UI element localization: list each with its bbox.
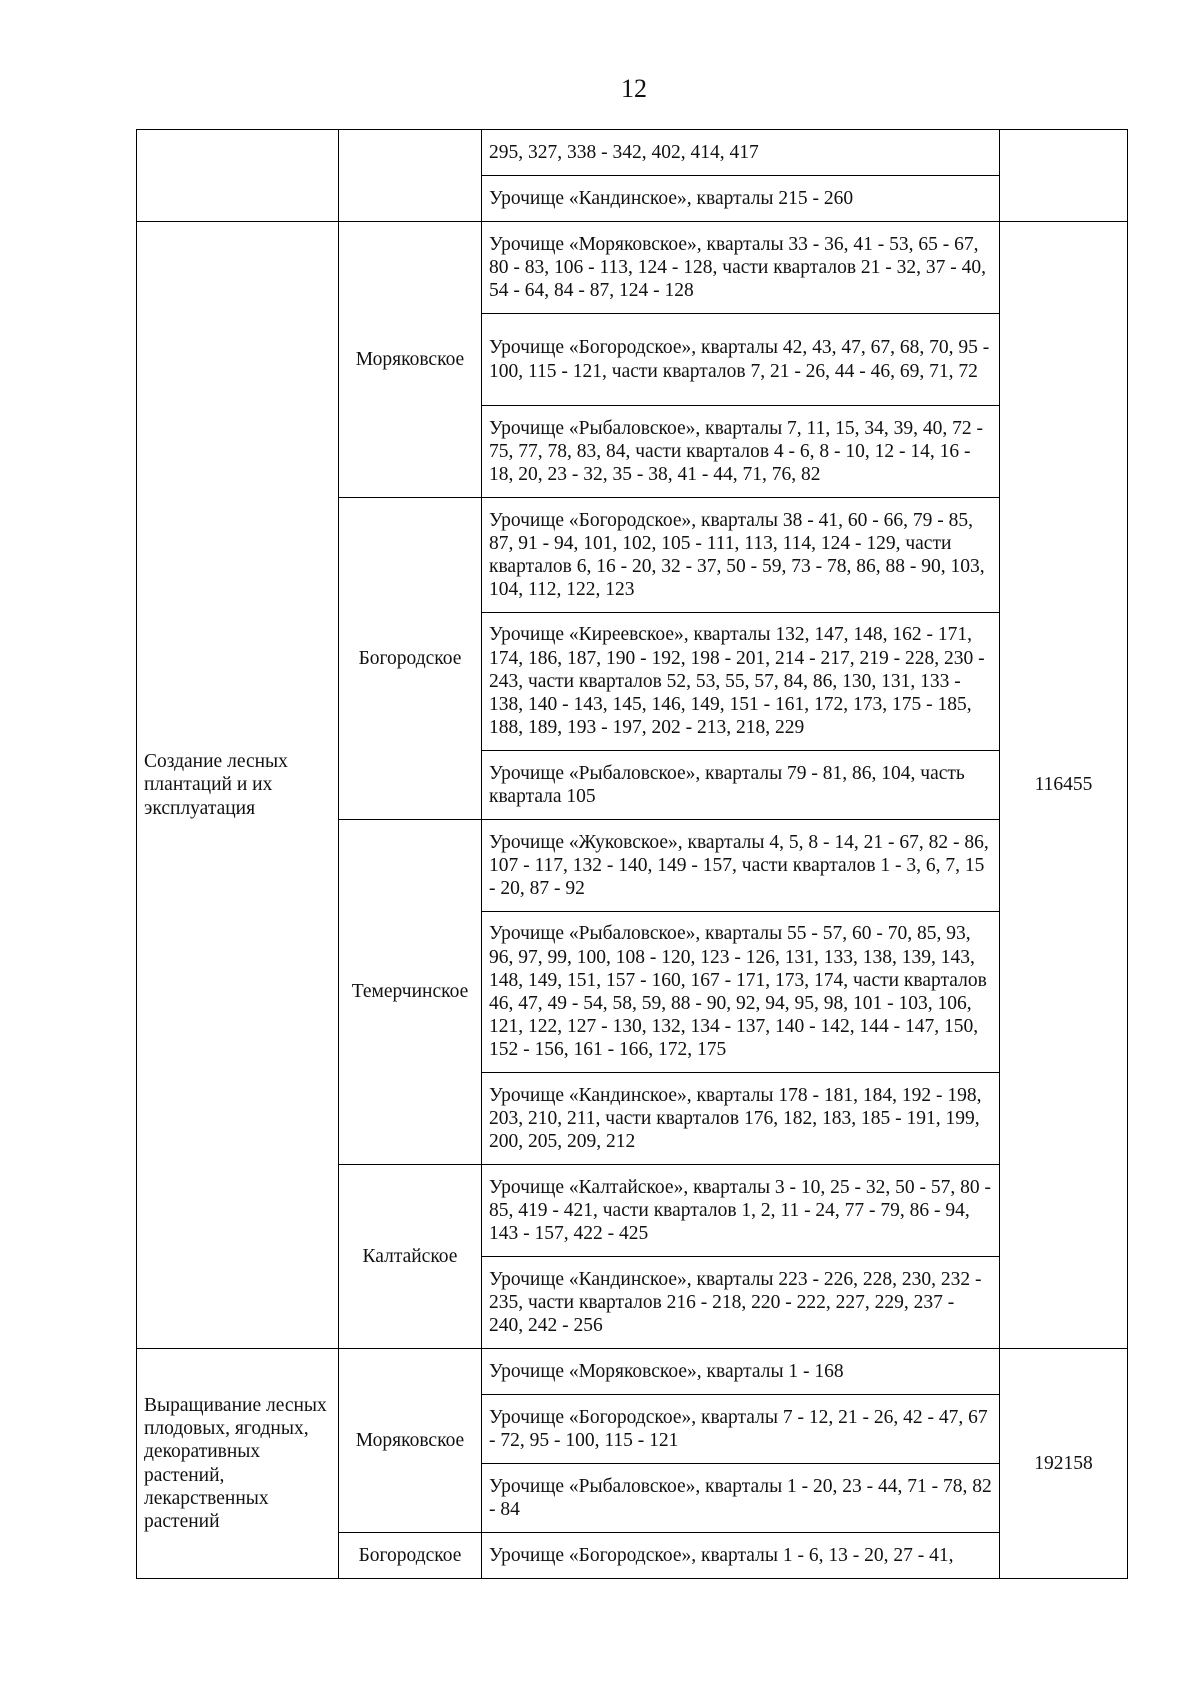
location-cell: Урочище «Жуковское», кварталы 4, 5, 8 - 14, 21 - 67, 82 - 86, 107 - 117, 132 - 140, 149 - 157, части кварталов 1 - 3, 6, 7, 15 - 20, 87 - 92 xyxy=(482,820,1000,912)
location-cell: Урочище «Моряковское», кварталы 1 - 168 xyxy=(482,1349,1000,1395)
location-cell: 295, 327, 338 - 342, 402, 414, 417 xyxy=(482,130,1000,176)
page-number: 12 xyxy=(621,74,647,103)
location-cell: Урочище «Кандинское», кварталы 178 - 181, 184, 192 - 198, 203, 210, 211, части кварталов 176, 182, 183, 185 - 191, 199, 200, 205, 209, 212 xyxy=(482,1073,1000,1165)
location-cell: Урочище «Рыбаловское», кварталы 55 - 57, 60 - 70, 85, 93, 96, 97, 99, 100, 108 - 120, 123 - 126, 131, 133, 138, 139, 143, 148, 149, 151, 157 - 160, 167 - 171, 173, 174, части кварталов 46, 47, 49 - 54, 58, 59, 88 - 90, 92, 94, 95, 98, 101 - 103, 106, 121, 122, 127 - 130, 132, 134 - 137, 140 - 142, 144 - 147, 150, 152 - 156, 161 - 166, 172, 175 xyxy=(482,912,1000,1073)
location-cell: Урочище «Рыбаловское», кварталы 1 - 20, 23 - 44, 71 - 78, 82 - 84 xyxy=(482,1464,1000,1533)
forestry-cell: Богородское xyxy=(339,1533,482,1579)
area-cell: 116455 xyxy=(1000,222,1128,1349)
table-row xyxy=(137,130,1128,176)
location-cell: Урочище «Рыбаловское», кварталы 79 - 81, 86, 104, часть квартала 105 xyxy=(482,751,1000,820)
use-type-cell xyxy=(137,130,339,222)
forestry-cell: Моряковское xyxy=(339,1349,482,1533)
area-cell xyxy=(1000,130,1128,222)
forestry-cell: Моряковское xyxy=(339,222,482,498)
table-row xyxy=(137,1349,1128,1395)
location-cell: Урочище «Рыбаловское», кварталы 7, 11, 15, 34, 39, 40, 72 - 75, 77, 78, 83, 84, части кварталов 4 - 6, 8 - 10, 12 - 14, 16 - 18, 20, 23 - 32, 35 - 38, 41 - 44, 71, 76, 82 xyxy=(482,406,1000,498)
location-cell: Урочище «Богородское», кварталы 1 - 6, 13 - 20, 27 - 41, xyxy=(482,1533,1000,1579)
forestry-cell: Темерчинское xyxy=(339,820,482,1165)
location-cell: Урочище «Богородское», кварталы 42, 43, 47, 67, 68, 70, 95 - 100, 115 - 121, части кварталов 7, 21 - 26, 44 - 46, 69, 71, 72 xyxy=(482,314,1000,406)
use-type-cell: Создание лесных плантаций и их эксплуатация xyxy=(137,222,339,1349)
location-cell: Урочище «Кандинское», кварталы 223 - 226, 228, 230, 232 - 235, части кварталов 216 - 218, 220 - 222, 227, 229, 237 - 240, 242 - 256 xyxy=(482,1257,1000,1349)
forestry-cell: Калтайское xyxy=(339,1165,482,1349)
area-cell: 192158 xyxy=(1000,1349,1128,1579)
use-type-cell: Выращивание лесных плодовых, ягодных, декоративных растений, лекарственных растений xyxy=(137,1349,339,1579)
location-cell: Урочище «Калтайское», кварталы 3 - 10, 25 - 32, 50 - 57, 80 - 85, 419 - 421, части кварталов 1, 2, 11 - 24, 77 - 79, 86 - 94, 143 - 157, 422 - 425 xyxy=(482,1165,1000,1257)
location-cell: Урочище «Богородское», кварталы 7 - 12, 21 - 26, 42 - 47, 67 - 72, 95 - 100, 115 - 121 xyxy=(482,1395,1000,1464)
forestry-cell: Богородское xyxy=(339,498,482,820)
location-cell: Урочище «Кандинское», кварталы 215 - 260 xyxy=(482,176,1000,222)
forest-use-table xyxy=(136,129,1128,1579)
location-cell: Урочище «Моряковское», кварталы 33 - 36, 41 - 53, 65 - 67, 80 - 83, 106 - 113, 124 - 128, части кварталов 21 - 32, 37 - 40, 54 - 64, 84 - 87, 124 - 128 xyxy=(482,222,1000,314)
location-cell: Урочище «Киреевское», кварталы 132, 147, 148, 162 - 171, 174, 186, 187, 190 - 192, 198 - 201, 214 - 217, 219 - 228, 230 - 243, части кварталов 52, 53, 55, 57, 84, 86, 130, 131, 133 - 138, 140 - 143, 145, 146, 149, 151 - 161, 172, 173, 175 - 185, 188, 189, 193 - 197, 202 - 213, 218, 229 xyxy=(482,613,1000,751)
table-row xyxy=(137,222,1128,314)
location-cell: Урочище «Богородское», кварталы 38 - 41, 60 - 66, 79 - 85, 87, 91 - 94, 101, 102, 105 - 111, 113, 114, 124 - 129, части кварталов 6, 16 - 20, 32 - 37, 50 - 59, 73 - 78, 86, 88 - 90, 103, 104, 112, 122, 123 xyxy=(482,498,1000,613)
forestry-cell xyxy=(339,130,482,222)
